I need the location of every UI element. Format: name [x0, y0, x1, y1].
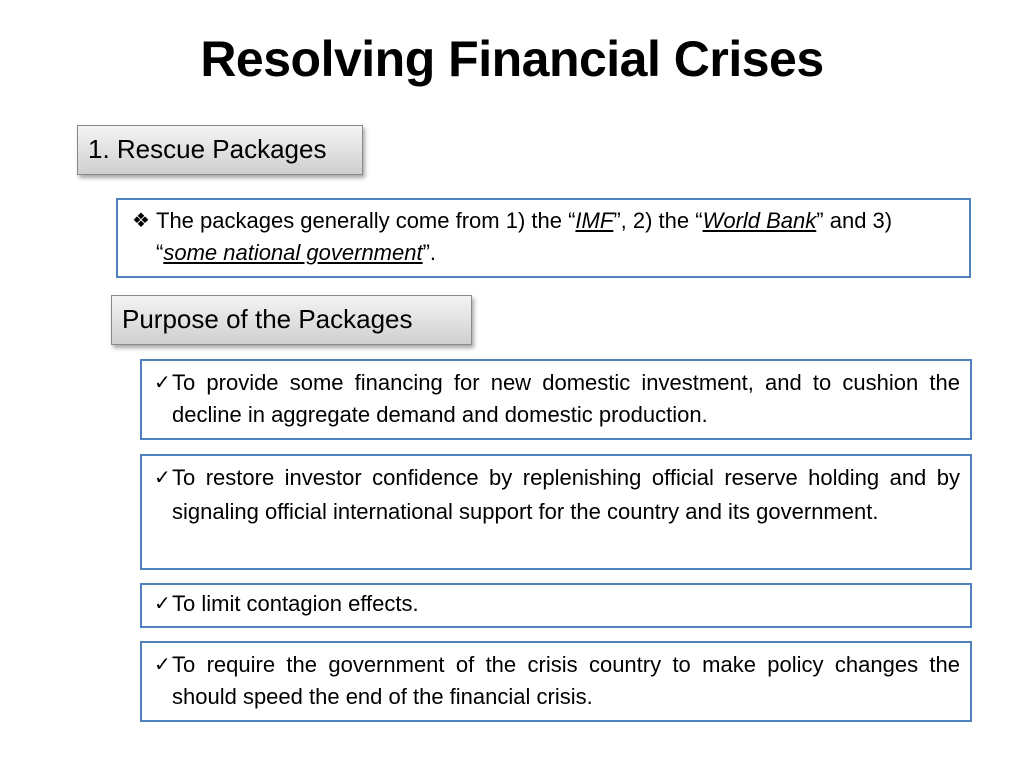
imf-text: IMF	[575, 208, 614, 233]
packages-source-text-b: ”, 2) the “	[613, 208, 703, 233]
rescue-packages-label-text: 1. Rescue Packages	[88, 134, 327, 164]
national-government-text: some national government	[163, 240, 423, 265]
slide-title: Resolving Financial Crises	[200, 31, 824, 87]
world-bank-text: World Bank	[702, 208, 817, 233]
packages-source-text-c: ” and 3) “	[156, 208, 893, 265]
purpose-label	[111, 295, 472, 345]
purpose-item-2	[140, 454, 972, 570]
rescue-packages-label	[77, 125, 363, 175]
diamond-bullet-icon: ❖	[132, 210, 150, 232]
purpose-item-2-text: To restore investor confidence by replenishing official reserve holding and by signaling official international support for the country and its government.	[172, 465, 960, 524]
check-icon: ✓	[154, 372, 171, 394]
purpose-item-3	[140, 583, 972, 628]
purpose-item-4	[140, 641, 972, 722]
packages-source-text-a: The packages generally come from 1) the “	[156, 208, 576, 233]
packages-source-text-d: ”.	[422, 240, 437, 265]
packages-source-box	[116, 198, 971, 278]
check-icon: ✓	[154, 467, 171, 489]
purpose-item-3-text: To limit contagion effects.	[172, 591, 419, 616]
check-icon: ✓	[154, 593, 171, 615]
purpose-label-text: Purpose of the Packages	[122, 304, 413, 334]
check-icon: ✓	[154, 654, 171, 676]
purpose-item-1	[140, 359, 972, 440]
purpose-item-1-text: To provide some financing for new domestic investment, and to cushion the decline in aggregate demand and domestic production.	[172, 370, 960, 427]
purpose-item-4-text: To require the government of the crisis country to make policy changes the should speed the end of the financial crisis.	[172, 652, 960, 709]
